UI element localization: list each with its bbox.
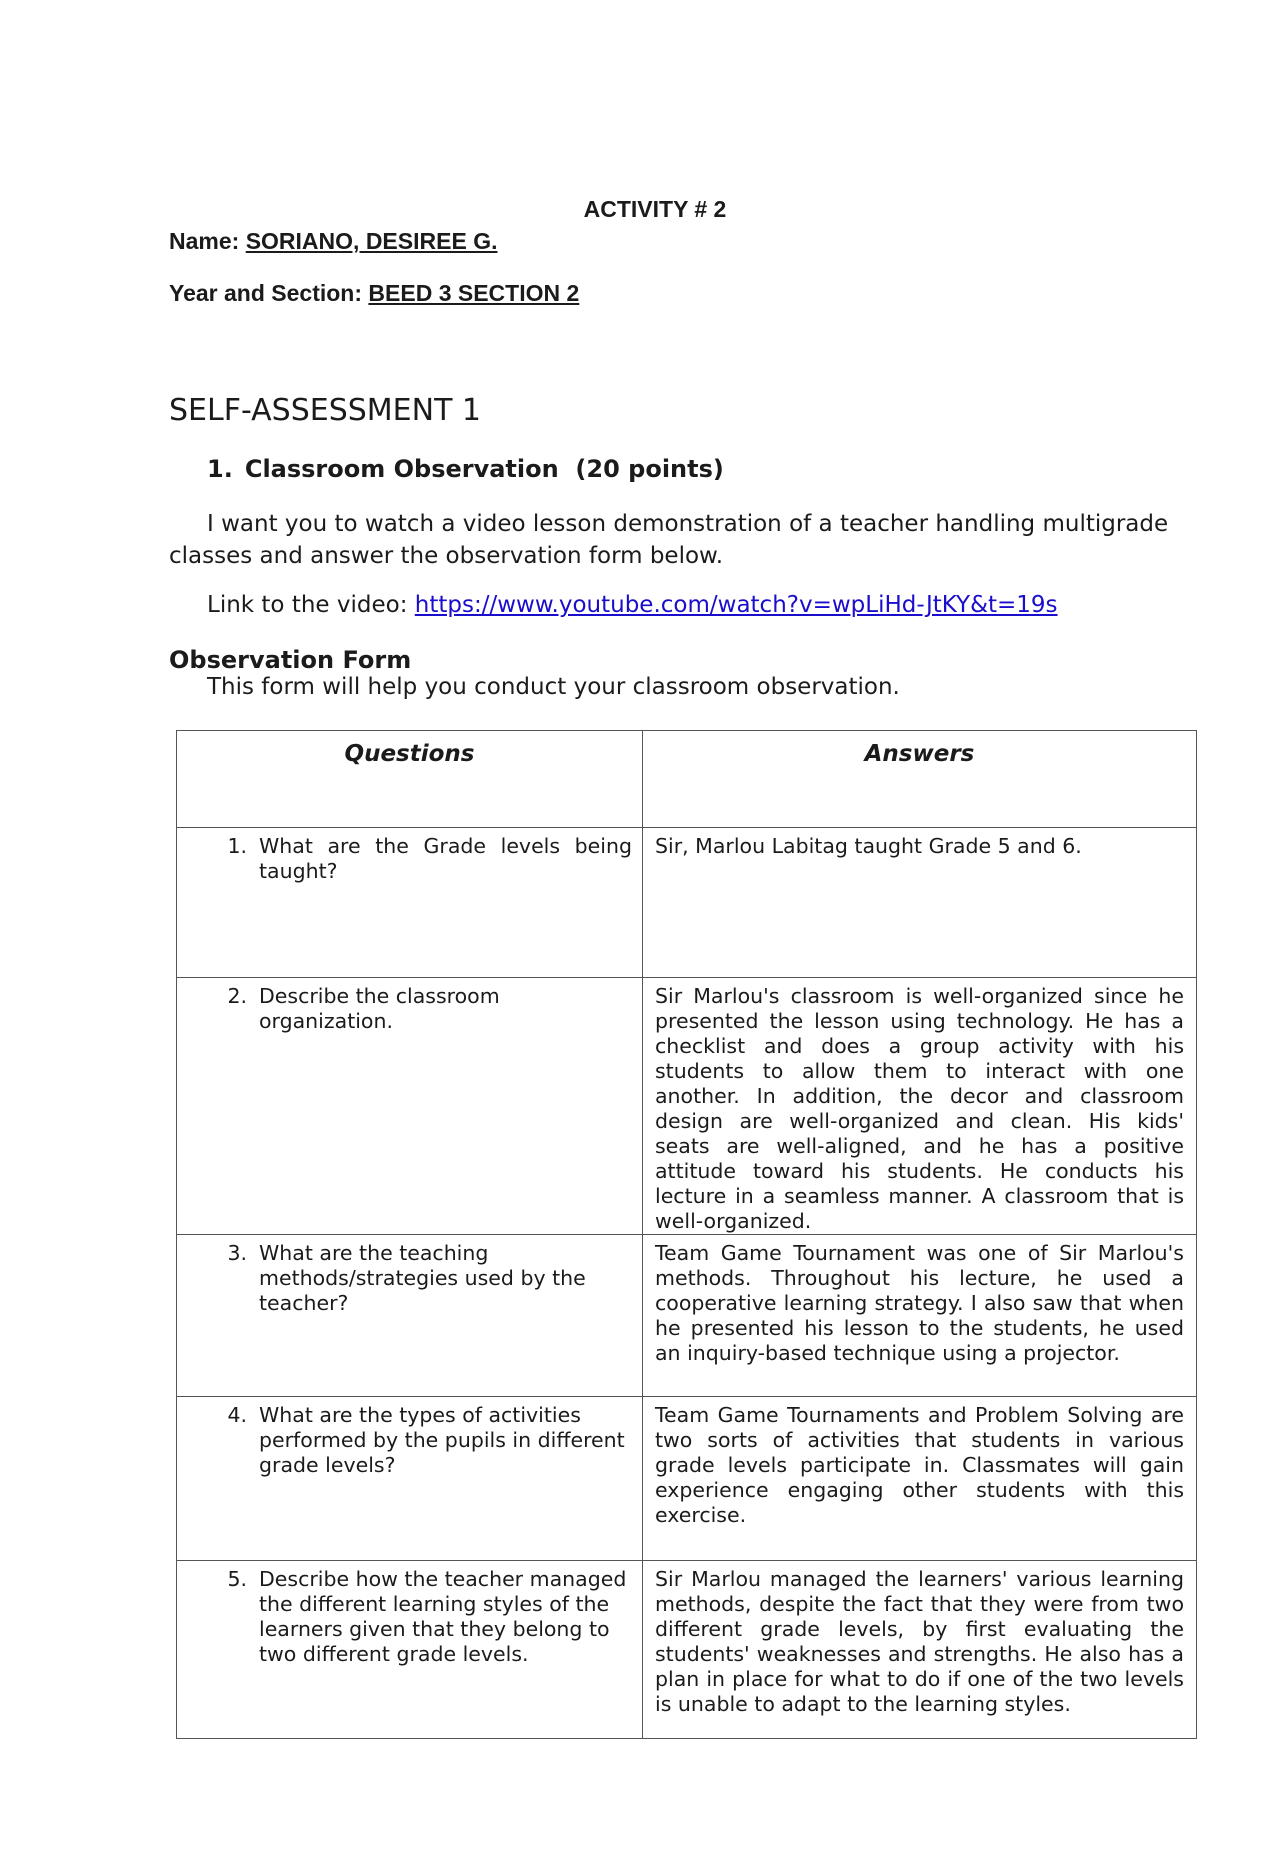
question-cell xyxy=(177,1397,643,1561)
answer-cell: Team Game Tournaments and Problem Solving are two sorts of activities that students in various grade levels participate in. Classmates will gain experience engaging other students with this exercise. xyxy=(643,1397,1197,1561)
observation-form-subtitle: This form will help you conduct your classroom observation. xyxy=(207,674,900,700)
question-number: 2. xyxy=(227,984,247,1008)
video-link[interactable]: https://www.youtube.com/watch?v=wpLiHd-JtKY&t=19s xyxy=(414,592,1058,618)
video-link-line xyxy=(207,592,1058,618)
item-number: 1. xyxy=(207,455,233,483)
answer-cell: Sir Marlou's classroom is well-organized since he presented the lesson using technology. He has a checklist and does a group activity with his students to allow them to interact with one another. In addition, the decor and classroom design are well-organized and clean. His kids' seats are well-aligned, and he has a positive attitude toward his students. He conducts his lecture in a seamless manner. A classroom that is well-organized. xyxy=(643,978,1197,1235)
instructions-paragraph xyxy=(169,508,1169,572)
questions-header: Questions xyxy=(177,731,643,828)
table-row xyxy=(177,1397,1197,1561)
question-number: 1. xyxy=(227,834,247,858)
question-text: Describe the classroom organization. xyxy=(259,984,500,1033)
question-text: What are the teaching methods/strategies used by the teacher? xyxy=(259,1241,586,1315)
table-row xyxy=(177,828,1197,978)
name-value: SORIANO, DESIREE G. xyxy=(245,228,498,254)
question-number: 3. xyxy=(227,1241,247,1265)
activity-title: ACTIVITY # 2 xyxy=(583,196,727,222)
question-text: What are the types of activities performed by the pupils in different grade levels? xyxy=(259,1403,625,1477)
question-text: What are the Grade levels being taught? xyxy=(259,834,632,883)
name-line xyxy=(169,228,497,255)
question-number: 4. xyxy=(227,1403,247,1427)
table-header-row xyxy=(177,731,1197,828)
year-section-line xyxy=(169,280,579,307)
answers-header: Answers xyxy=(643,731,1197,828)
table-row xyxy=(177,978,1197,1235)
question-cell xyxy=(177,828,643,978)
observation-form-title: Observation Form xyxy=(169,646,412,674)
table-row xyxy=(177,1235,1197,1397)
observation-table xyxy=(176,730,1197,1739)
answer-cell: Team Game Tournament was one of Sir Marlou's methods. Throughout his lecture, he used a cooperative learning strategy. I also saw that when he presented his lesson to the students, he used an inquiry-based technique using a projector. xyxy=(643,1235,1197,1397)
question-cell xyxy=(177,1235,643,1397)
question-text: Describe how the teacher managed the different learning styles of the learners given that they belong to two different grade levels. xyxy=(259,1567,627,1666)
year-section-label: Year and Section: xyxy=(169,280,363,306)
answer-cell: Sir Marlou managed the learners' various learning methods, despite the fact that they were from two different grade levels, by first evaluating the students' weaknesses and strengths. He also has a plan in place for what to do if one of the two levels is unable to adapt to the learning styles. xyxy=(643,1561,1197,1739)
item-heading xyxy=(207,455,724,483)
answer-cell: Sir, Marlou Labitag taught Grade 5 and 6. xyxy=(643,828,1197,978)
table-row xyxy=(177,1561,1197,1739)
item-points: (20 points) xyxy=(575,455,724,483)
item-title: Classroom Observation xyxy=(244,455,559,483)
instructions-text: I want you to watch a video lesson demonstration of a teacher handling multigrade classes and answer the observation form below. xyxy=(169,511,1169,569)
question-cell xyxy=(177,1561,643,1739)
question-cell xyxy=(177,978,643,1235)
video-link-label: Link to the video: xyxy=(207,592,408,618)
question-number: 5. xyxy=(227,1567,247,1591)
year-section-value: BEED 3 SECTION 2 xyxy=(368,280,580,306)
section-title: SELF-ASSESSMENT 1 xyxy=(169,393,482,428)
name-label: Name: xyxy=(169,228,240,254)
